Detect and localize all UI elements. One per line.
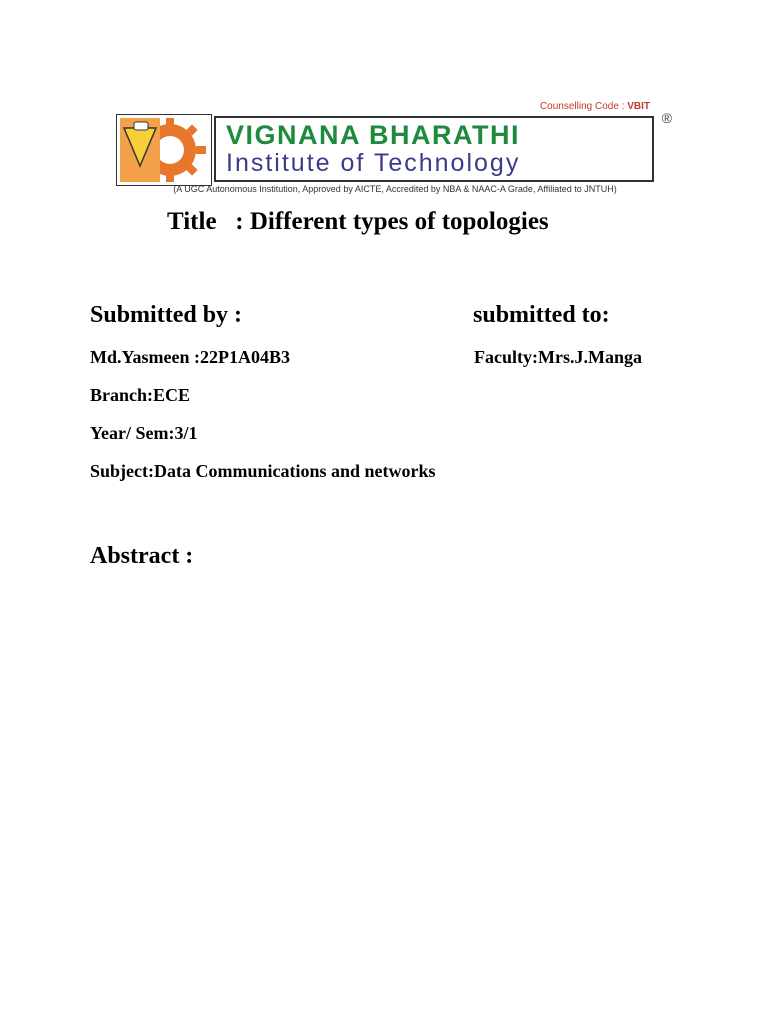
faculty-name: Faculty:Mrs.J.Manga xyxy=(474,347,642,367)
institution-name-box xyxy=(214,116,654,182)
accreditation-line: (A UGC Autonomous Institution, Approved by AICTE, Accredited by NBA & NAAC-A Grade, Affiliated to JNTUH) xyxy=(173,184,617,194)
institution-logo xyxy=(110,98,680,198)
submitted-to-heading: submitted to: xyxy=(473,302,610,328)
year-sem-line: Year/ Sem:3/1 xyxy=(90,423,198,443)
counselling-value: VBIT xyxy=(627,101,650,112)
submitted-by-heading: Submitted by : xyxy=(90,302,243,328)
institution-subtitle: Institute of Technology xyxy=(226,149,521,177)
registered-mark: ® xyxy=(661,110,672,126)
emblem-icon xyxy=(116,114,212,186)
document-title: Title : Different types of topologies xyxy=(167,208,549,235)
subject-line: Subject:Data Communications and networks xyxy=(90,461,436,481)
branch-line: Branch:ECE xyxy=(90,385,191,405)
abstract-heading: Abstract : xyxy=(90,543,194,569)
counselling-label: Counselling Code : xyxy=(539,101,625,112)
counselling-code xyxy=(540,101,650,112)
institution-name: VIGNANA BHARATHI xyxy=(226,120,520,150)
student-name: Md.Yasmeen :22P1A04B3 xyxy=(90,347,290,367)
